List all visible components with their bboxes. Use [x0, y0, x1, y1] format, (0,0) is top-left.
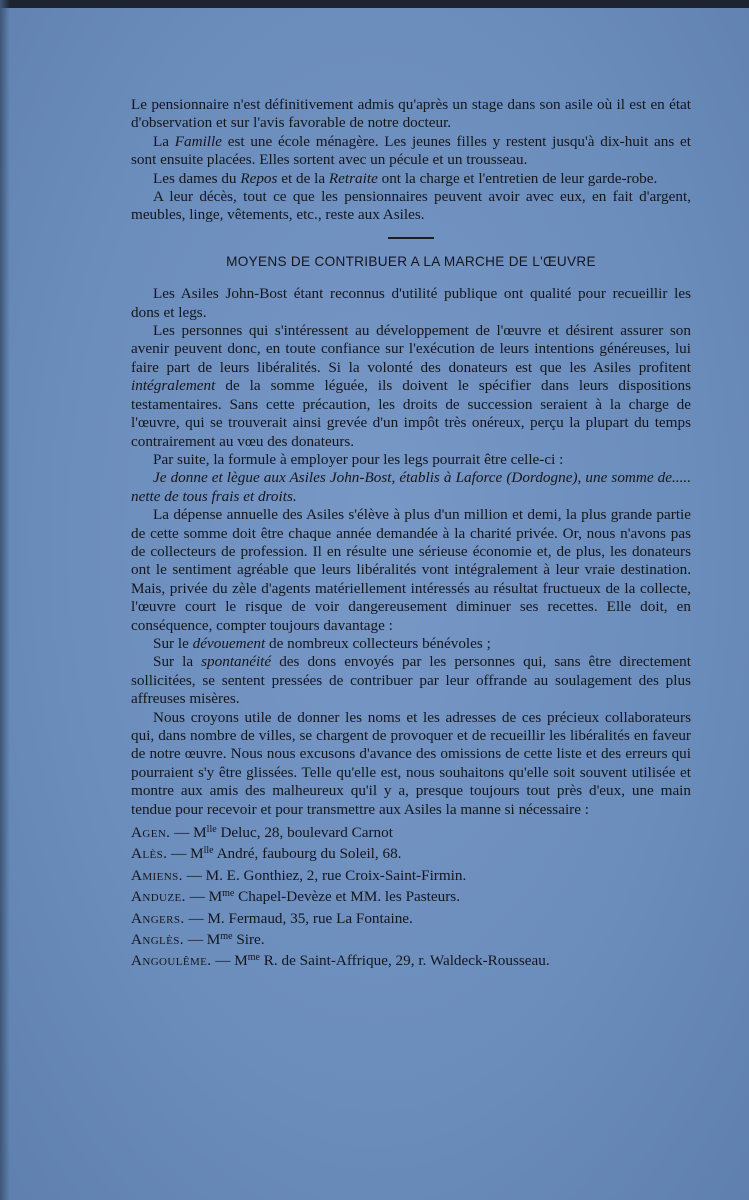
dash: — [211, 952, 235, 970]
dash: — [182, 866, 206, 884]
dash: — [184, 909, 208, 927]
paragraph-admission: Le pensionnaire n'est définitivement admis qu'après un stage dans son asile où il est en état d'observation et sur l'avis favorable de notre docteur. [131, 96, 691, 132]
text: de la somme léguée, ils doivent le spécifier dans leurs dispositions testamentaires. Sans cette précaution, les droits de succession seraient à la charge de l'œuvre, qui se trouverait ainsi grevée d'un impôt très onéreux, perçu la plupart du temps contrairement au vœu des donateurs. [131, 377, 691, 450]
directory-entry [131, 842, 691, 863]
paragraph-utilite: Les Asiles John-Bost étant reconnus d'utilité publique ont qualité pour recueillir les dons et legs. [131, 285, 691, 321]
page-top-edge [0, 0, 749, 8]
title-sup: me [220, 931, 233, 943]
text: des dons envoyés par les personnes qui, sans être directement sollicitées, se sentent pressées de contribuer par leur offrande au soulagement des plus affreuses misères. [131, 653, 691, 708]
dash: — [184, 931, 207, 949]
italic-text: Famille [174, 132, 222, 150]
city-name: Alès. [131, 845, 168, 863]
italic-text: intégralement [131, 377, 216, 395]
text: Sur la [153, 653, 202, 671]
title-sup: lle [206, 824, 217, 836]
collector-directory [131, 821, 691, 971]
italic-text: dévouement [192, 634, 266, 652]
directory-entry [131, 864, 691, 885]
title-sup: me [222, 888, 235, 900]
text: ont la charge et l'entretien de leur garde-robe. [377, 169, 658, 187]
paragraph-famille [131, 133, 691, 170]
page-content [131, 96, 691, 971]
text: et de la [277, 169, 329, 187]
title: M [190, 845, 204, 863]
city-name: Amiens. [131, 866, 183, 884]
city-name: Anglès. [131, 931, 185, 949]
directory-entry [131, 821, 691, 842]
address: Chapel-Devèze et MM. les Pasteurs. [234, 888, 460, 906]
paragraph-formule [131, 469, 691, 506]
directory-entry [131, 928, 691, 949]
paragraph-dames [131, 170, 691, 188]
city-name: Angoulême. [131, 952, 212, 970]
italic-text: Repos [240, 169, 278, 187]
paragraph-depense: La dépense annuelle des Asiles s'élève à plus d'un million et demi, la plus grande partie de cette somme doit être chaque année demandée à la charité privée. Or, nous n'avons pas de collecteurs de profession. Il en résulte une sérieuse économie et, de plus, les donateurs ont le sentiment agréable que leurs libéralités vont intégralement à leur vraie destination. Mais, privée du zèle d'agents matériellement intéressés au résultat fructueux de la collecte, l'œuvre court le risque de voir dangereusement diminuer ses recettes. Elle doit, en conséquence, compter toujours davantage : [131, 506, 691, 634]
paragraph-devouement [131, 635, 691, 653]
text: Sur le [153, 634, 193, 652]
address: M. E. Gonthiez, 2, rue Croix-Saint-Firmin. [205, 866, 467, 884]
city-name: Anduze. [131, 888, 186, 906]
paragraph-legs [131, 322, 691, 451]
paragraph-deces: A leur décès, tout ce que les pensionnaires peuvent avoir avec eux, en fait d'argent, meubles, linge, vêtements, etc., reste aux Asiles. [131, 188, 691, 224]
paragraph-formule-intro: Par suite, la formule à employer pour les legs pourrait être celle-ci : [153, 450, 564, 468]
dash: — [170, 824, 194, 842]
address: André, faubourg du Soleil, 68. [213, 845, 402, 863]
title: M [193, 824, 207, 842]
italic-formula: Je donne et lègue aux Asiles John-Bost, établis à Laforce (Dordogne), une somme de..... nette de tous frais et droits. [131, 469, 691, 505]
section-divider [388, 237, 434, 239]
address: Sire. [232, 931, 265, 949]
directory-entry [131, 885, 691, 906]
title: M [208, 888, 223, 906]
city-name: Angers. [131, 909, 185, 927]
dash: — [185, 888, 209, 906]
italic-text: Retraite [328, 169, 378, 187]
title: M [206, 931, 221, 949]
dash: — [167, 845, 191, 863]
section-heading: MOYENS DE CONTRIBUER A LA MARCHE DE L'ŒUVRE [226, 253, 596, 269]
text: La [153, 132, 175, 150]
text: Les personnes qui s'intéressent au développement de l'œuvre et désirent assurer son avenir peuvent donc, en toute confiance sur l'exécution de leurs intentions généreuses, lui faire part de leurs libéralités. Si la volonté des donateurs est que les Asiles profitent [131, 322, 691, 376]
address: R. de Saint-Affrique, 29, r. Waldeck-Rousseau. [260, 952, 550, 970]
text: de nombreux collecteurs bénévoles ; [265, 634, 491, 652]
title-sup: lle [203, 845, 214, 857]
address: Deluc, 28, boulevard Carnot [216, 824, 393, 842]
text: est une école ménagère. Les jeunes filles y restent jusqu'à dix-huit ans et sont ensuite placées. Elles sortent avec un pécule et un trousseau. [131, 132, 691, 169]
directory-entry [131, 949, 691, 970]
paragraph-collaborateurs: Nous croyons utile de donner les noms et les adresses de ces précieux collaborateurs qui, dans nombre de villes, se chargent de provoquer et de recueillir les libéralités en faveur de notre œuvre. Nous nous excusons d'avance des omissions de cette liste et des erreurs qui pourraient s'y être glissées. Telle qu'elle est, nous souhaitons qu'elle soit souvent utilisée et montre aux amis des malheureux qu'il y a, presque toujours tout près d'eux, une main tendue pour recevoir et pour transmettre aux Asiles la manne si nécessaire : [131, 708, 691, 818]
page-left-edge [0, 0, 10, 1200]
title-sup: me [247, 952, 260, 964]
title: M [234, 952, 248, 970]
italic-text: spontanéité [201, 653, 272, 671]
city-name: Agen. [131, 824, 171, 842]
paragraph-spontaneite [131, 653, 691, 708]
address: M. Fermaud, 35, rue La Fontaine. [207, 909, 413, 927]
text: Les dames du [153, 169, 241, 187]
directory-entry [131, 907, 691, 928]
